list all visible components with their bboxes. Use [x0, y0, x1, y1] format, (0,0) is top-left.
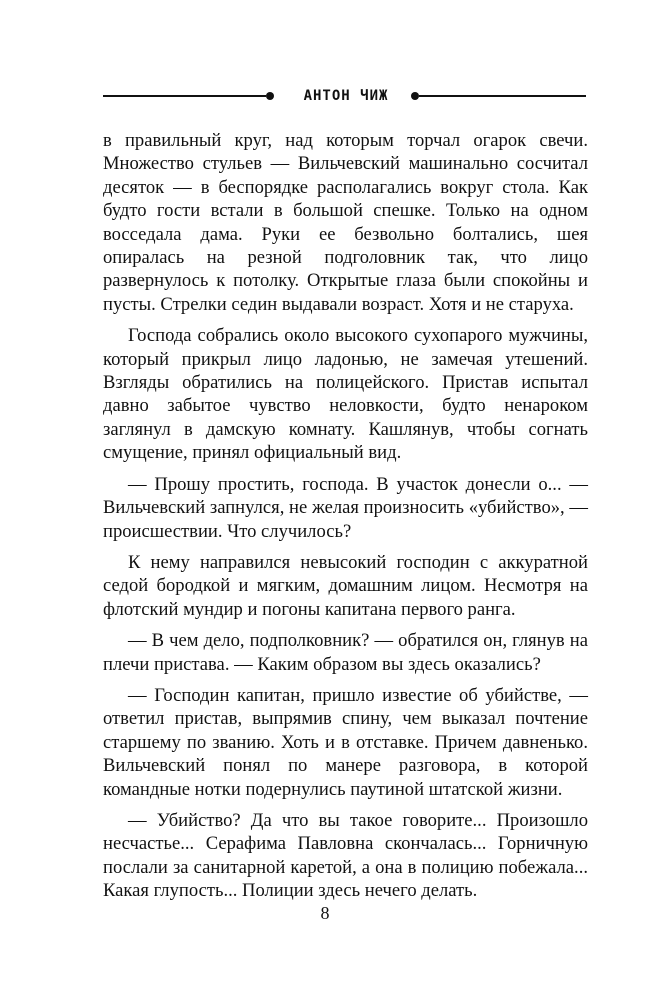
paragraph: — В чем дело, подполковник? — обратился он, глянув на плечи пристава. — Каким образом вы здесь оказались? — [103, 630, 588, 675]
running-header — [103, 84, 586, 108]
header-rule-right — [419, 95, 586, 97]
header-ornament-dot-left — [266, 92, 274, 100]
running-title: АНТОН ЧИЖ — [303, 88, 389, 104]
paragraph: Господа собрались около высокого сухопарого мужчины, который прикрыл лицо ладонью, не замечая утешений. Взгляды обратились на полицейского. Пристав испытал давно забытое чувство неловкости, будто ненароком заглянул в дамскую комнату. Кашлянув, чтобы согнать смущение, принял официальный вид. — [103, 325, 588, 464]
paragraph: — Прошу простить, господа. В участок донесли о... — Вильчевский запнулся, не желая произносить «убийство», — происшествии. Что случилось? — [103, 473, 588, 542]
paragraph: — Убийство? Да что вы такое говорите... Произошло несчастье... Серафима Павловна скончалась... Горничную послали за санитарной каретой, а она в полицию побежала... Какая глупость... Полиции здесь нечего делать. — [103, 809, 588, 902]
header-ornament-dot-right — [411, 92, 419, 100]
header-rule-left — [103, 95, 266, 97]
paragraph: — Господин капитан, пришло известие об убийстве, — ответил пристав, выпрямив спину, чем выказал почтение старшему по званию. Хоть и в отставке. Причем давненько. Вильчевский понял по манере разговора, в которой командные нотки подернулись паутиной штатской жизни. — [103, 684, 588, 800]
paragraph: в правильный круг, над которым торчал огарок свечи. Множество стульев — Вильчевский машинально сосчитал десяток — в беспорядке располагались вокруг стола. Как будто гости встали в большой спешке. Только на одном восседала дама. Руки ее безвольно болтались, шея опиралась на резной подголовник так, что лицо развернулось к потолку. Открытые глаза были спокойны и пусты. Стрелки седин выдавали возраст. Хотя и не старуха. — [103, 130, 588, 315]
page-number: 8 — [320, 903, 330, 923]
paragraph: К нему направился невысокий господин с аккуратной седой бородкой и мягким, домашним лицом. Несмотря на флотский мундир и погоны капитана первого ранга. — [103, 551, 588, 620]
body-text — [103, 129, 588, 911]
